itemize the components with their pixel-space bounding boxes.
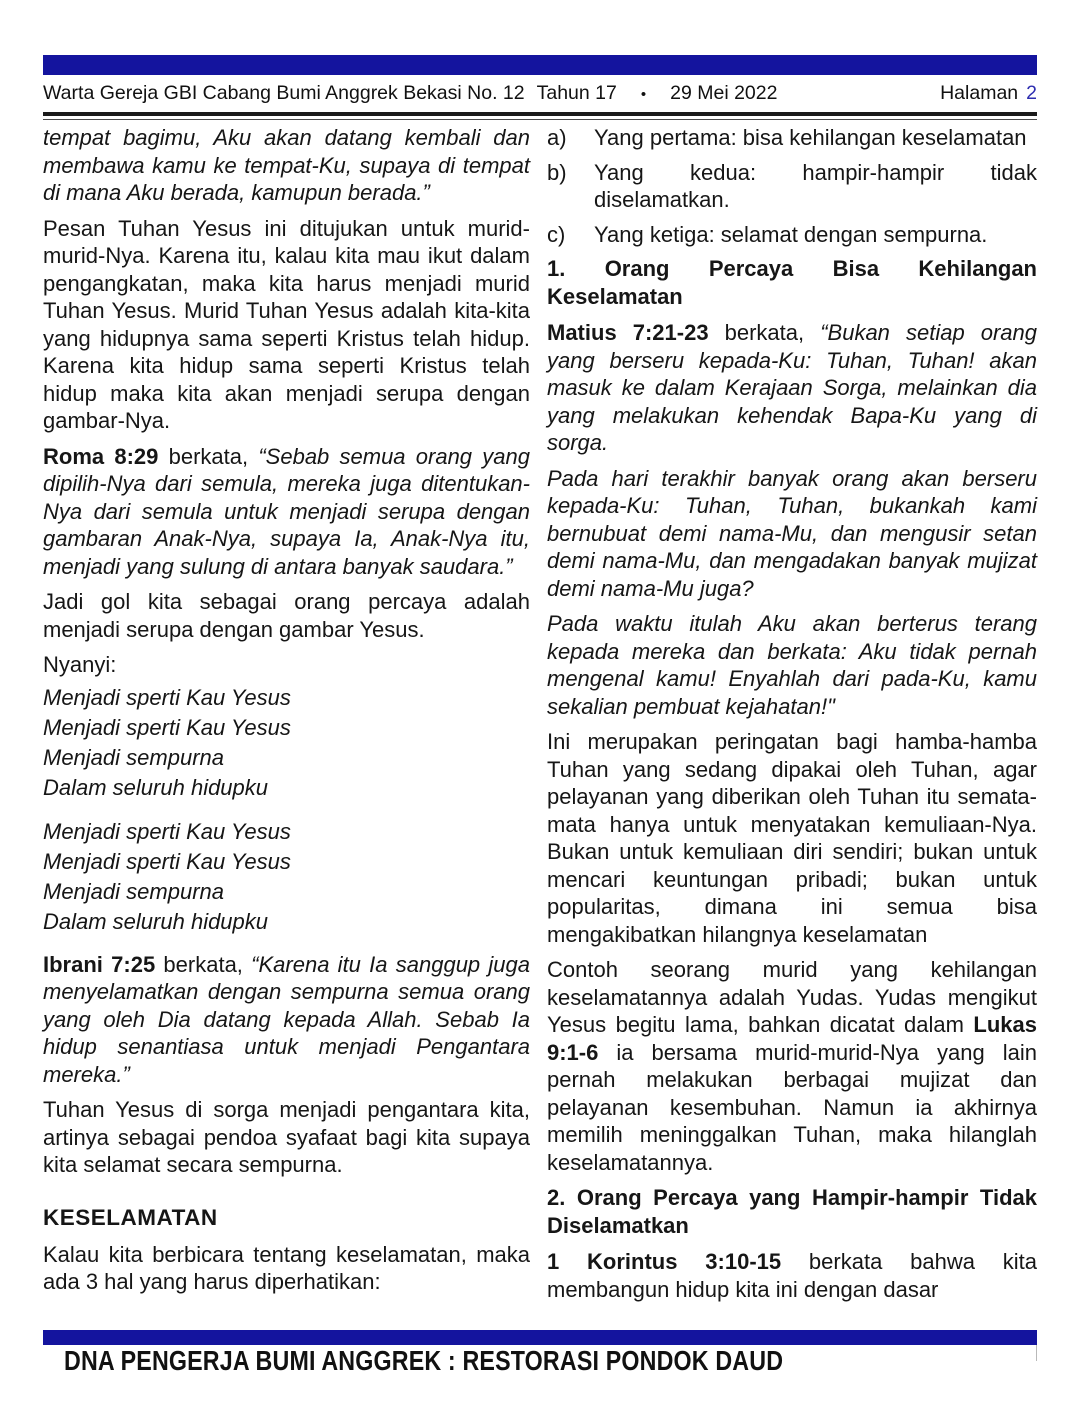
page-header (43, 82, 1037, 105)
song-line: Menjadi sperti Kau Yesus (43, 848, 291, 874)
yudas-text-pre: Contoh seorang murid yang kehilangan keselamatannya adalah Yudas. Yudas mengikut Yesus begitu lama, bahkan dicatat dalam (547, 957, 1037, 1037)
pengantara-paragraph: Tuhan Yesus di sorga menjadi pengantara kita, artinya sebagai pendoa syafaat bagi kita supaya kita selamat secara sempurna. (43, 1097, 530, 1177)
ibrani-berkata: berkata, (155, 951, 252, 977)
list-marker: a) (547, 125, 567, 150)
matius-quote-3: Pada waktu itulah Aku akan berterus terang kepada mereka dan berkata: Aku tidak pernah mengenal kamu! Enyahlah dari pada-Ku, kamu sekalian pembuat kejahatan!" (547, 611, 1037, 719)
list-item-a (547, 124, 1037, 152)
matius-paragraph (547, 319, 1037, 457)
yudas-paragraph (547, 956, 1037, 1176)
roma-berkata: berkata, (158, 443, 259, 469)
peringatan-paragraph: Ini merupakan peringatan bagi hamba-hamba Tuhan yang sedang dipakai oleh Tuhan, agar pelayanan yang diberikan oleh Tuhan itu semata-mata hanya untuk menyatakan kemuliaan-Nya. Bukan untuk kemuliaan diri sendiri; bukan untuk mencari keuntungan pribadi; bukan untuk popularitas, dimana ini semua bisa mengakibatkan hilangnya keselamatan (547, 729, 1037, 947)
footer-slogan: DNA PENGERJA BUMI ANGGREK : RESTORASI PONDOK DAUD (64, 1345, 784, 1376)
song-line: Menjadi sperti Kau Yesus (43, 684, 291, 710)
keselamatan-heading: KESELAMATAN (43, 1204, 218, 1230)
list-marker: c) (547, 221, 566, 247)
ibrani-quote: “Karena itu Ia sanggup juga menyelamatkan dengan sempurna semua orang yang oleh Dia datang kepada Allah. Sebab Ia hidup senantiasa untuk menjadi Pengantara mereka.” (43, 951, 531, 1087)
ibrani-reference: Ibrani 7:25 (43, 951, 156, 977)
bulletin-title: Warta Gereja GBI Cabang Bumi Anggrek Bekasi No. 12 (43, 82, 525, 104)
roma-reference: Roma 8:29 (43, 443, 159, 469)
section-2-heading: 2. Orang Percaya yang Hampir-hampir Tidak Diselamatkan (547, 1185, 1037, 1238)
page-label: Halaman (940, 82, 1019, 104)
header-navy-bar (43, 55, 1037, 75)
song-line: Menjadi sempurna (43, 744, 224, 770)
lukas-reference: Lukas 9:1-6 (547, 1012, 1037, 1065)
scan-artifact-line (1036, 1345, 1037, 1361)
song-line: Dalam seluruh hidupku (43, 774, 269, 800)
list-text: Yang pertama: bisa kehilangan keselamatan (594, 125, 1027, 150)
pesan-paragraph: Pesan Tuhan Yesus ini ditujukan untuk murid-murid-Nya. Karena itu, kalau kita mau ikut dalam pengangkatan, maka kita harus menjadi murid Tuhan Yesus. Murid Tuhan Yesus adalah kita-kita yang hidupnya sama seperti Kristus telah hidup. Karena kita hidup sama seperti Kristus telah hidup maka kita akan menjadi serupa dengan gambar-Nya. (43, 215, 530, 433)
list-text: Yang kedua: hampir-hampir tidak diselamatkan. (594, 159, 1037, 212)
song-line: Menjadi sempurna (43, 878, 224, 904)
roma-8-29-paragraph (43, 443, 530, 581)
page-number: 2 (1026, 82, 1037, 104)
roma-quote: “Sebab semua orang yang dipilih-Nya dari semula, mereka juga ditentukan-Nya dari semula untuk menjadi serupa dengan gambaran Anak-Nya, supaya Ia, Anak-Nya itu, menjadi yang sulung di antara banyak saudara.” (43, 443, 530, 579)
list-item-b (547, 159, 1037, 214)
matius-reference: Matius 7:21-23 (547, 320, 709, 345)
bullet-separator-icon: • (640, 86, 647, 103)
matius-berkata: berkata, (708, 320, 821, 345)
ibrani-7-25-paragraph (43, 951, 530, 1089)
footer-navy-bar (43, 1330, 1037, 1345)
section-1-heading: 1. Orang Percaya Bisa Kehilangan Keselamatan (547, 256, 1037, 309)
yudas-text-post: ia bersama murid-murid-Nya yang lain pernah melakukan berbagai mujizat dan pelayanan kesembuhan. Namun ia akhirnya memilih meninggalkan Tuhan, maka hilanglah keselamatannya. (547, 1039, 1037, 1175)
korintus-paragraph (547, 1248, 1037, 1303)
song-stanza-1 (43, 683, 530, 803)
song-line: Menjadi sperti Kau Yesus (43, 714, 291, 740)
quote-continuation-paragraph: tempat bagimu, Aku akan datang kembali dan membawa kamu ke tempat-Ku, supaya di tempat di mana Aku berada, kamupun berada.” (43, 125, 530, 205)
right-column (547, 124, 1037, 1311)
list-text: Yang ketiga: selamat dengan sempurna. (594, 221, 988, 247)
korintus-reference: 1 Korintus 3:10-15 (547, 1249, 782, 1274)
matius-quote-2: Pada hari terakhir banyak orang akan berseru kepada-Ku: Tuhan, Tuhan, bukankah kami bernubuat demi nama-Mu, dan mengusir setan demi nama-Mu, dan mengadakan banyak mujizat demi nama-Mu juga? (547, 465, 1037, 601)
song-stanza-2 (43, 817, 530, 937)
bulletin-date: 29 Mei 2022 (670, 82, 778, 104)
gol-paragraph: Jadi gol kita sebagai orang percaya adalah menjadi serupa dengan gambar Yesus. (43, 589, 530, 642)
list-marker: b) (547, 159, 567, 185)
tiga-hal-paragraph: Kalau kita berbicara tentang keselamatan, maka ada 3 hal yang harus diperhatikan: (43, 1241, 530, 1294)
left-column (43, 124, 530, 1311)
page-number-group (940, 82, 1037, 105)
nyanyi-label: Nyanyi: (43, 652, 117, 677)
content-columns (43, 124, 1037, 1311)
matius-quote: “Bukan setiap orang yang berseru kepada-Ku: Tuhan, Tuhan! akan masuk ke dalam Kerajaan Sorga, melainkan dia yang melakukan kehendak Bapa-Ku yang di sorga. (547, 320, 1038, 455)
song-line: Menjadi sperti Kau Yesus (43, 818, 291, 844)
header-divider (43, 112, 1037, 120)
list-item-c (547, 221, 1037, 249)
korintus-text: berkata bahwa kita membangun hidup kita ini dengan dasar (547, 1249, 1037, 1302)
bulletin-edition: Tahun 17 (536, 82, 617, 104)
header-title-group (43, 82, 777, 105)
song-line: Dalam seluruh hidupku (43, 908, 269, 934)
